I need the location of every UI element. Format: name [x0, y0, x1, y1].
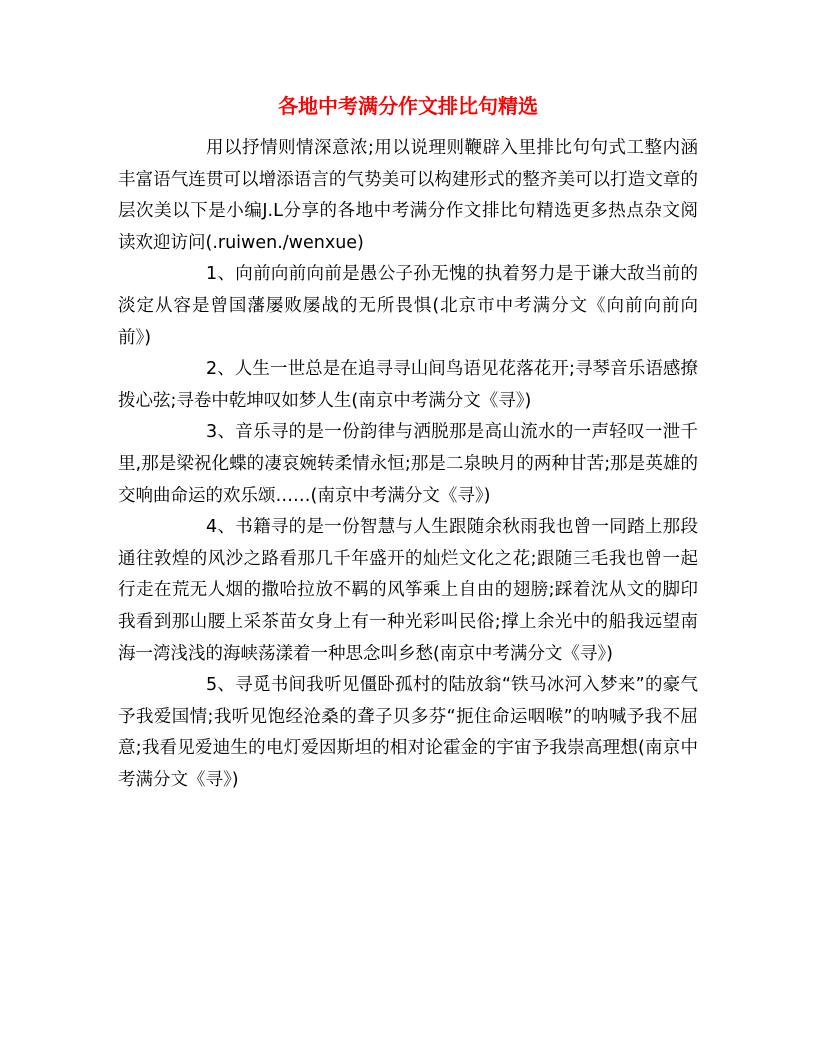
paragraph-item-4: 4、书籍寻的是一份智慧与人生跟随余秋雨我也曾一同踏上那段通往敦煌的风沙之路看那几千年盛开的灿烂文化之花;跟随三毛我也曾一起行走在荒无人烟的撒哈拉放不羁的风筝乘上自由的翅膀;踩着沈从文的脚印我看到那山腰上采茶苗女身上有一种光彩叫民俗;撑上余光中的船我远望南海一湾浅浅的海峡荡漾着一种思念叫乡愁(南京中考满分文《寻》): [118, 517, 698, 664]
paragraph-item-1: 1、向前向前向前是愚公子孙无愧的执着努力是于谦大敌当前的淡定从容是曾国藩屡败屡战的无所畏惧(北京市中考满分文《向前向前向前》): [118, 264, 698, 348]
paragraph-item-5: 5、寻觅书间我听见僵卧孤村的陆放翁“铁马冰河入梦来”的豪气予我爱国情;我听见饱经沧桑的聋子贝多芬“扼住命运咽喉”的呐喊予我不屈意;我看见爱迪生的电灯爱因斯坦的相对论霍金的宇宙予我崇高理想(南京中考满分文《寻》): [118, 675, 698, 790]
paragraph-item-3: 3、音乐寻的是一份韵律与洒脱那是高山流水的一声轻叹一泄千里,那是梁祝化蝶的凄哀婉转柔情永恒;那是二泉映月的两种甘苦;那是英雄的交响曲命运的欢乐颂……(南京中考满分文《寻》): [118, 422, 698, 506]
document-title: 各地中考满分作文排比句精选: [278, 94, 538, 118]
paragraph-intro: 用以抒情则情深意浓;用以说理则鞭辟入里排比句句式工整内涵丰富语气连贯可以增添语言的气势美可以构建形式的整齐美可以打造文章的层次美以下是小编J.L分享的各地中考满分作文排比句精选更多热点杂文阅读欢迎访问(.ruiwen./wenxue): [118, 138, 698, 253]
paragraph-item-2: 2、人生一世总是在追寻寻山间鸟语见花落花开;寻琴音乐语感撩拨心弦;寻卷中乾坤叹如梦人生(南京中考满分文《寻》): [118, 359, 698, 411]
document-body: [118, 133, 698, 796]
